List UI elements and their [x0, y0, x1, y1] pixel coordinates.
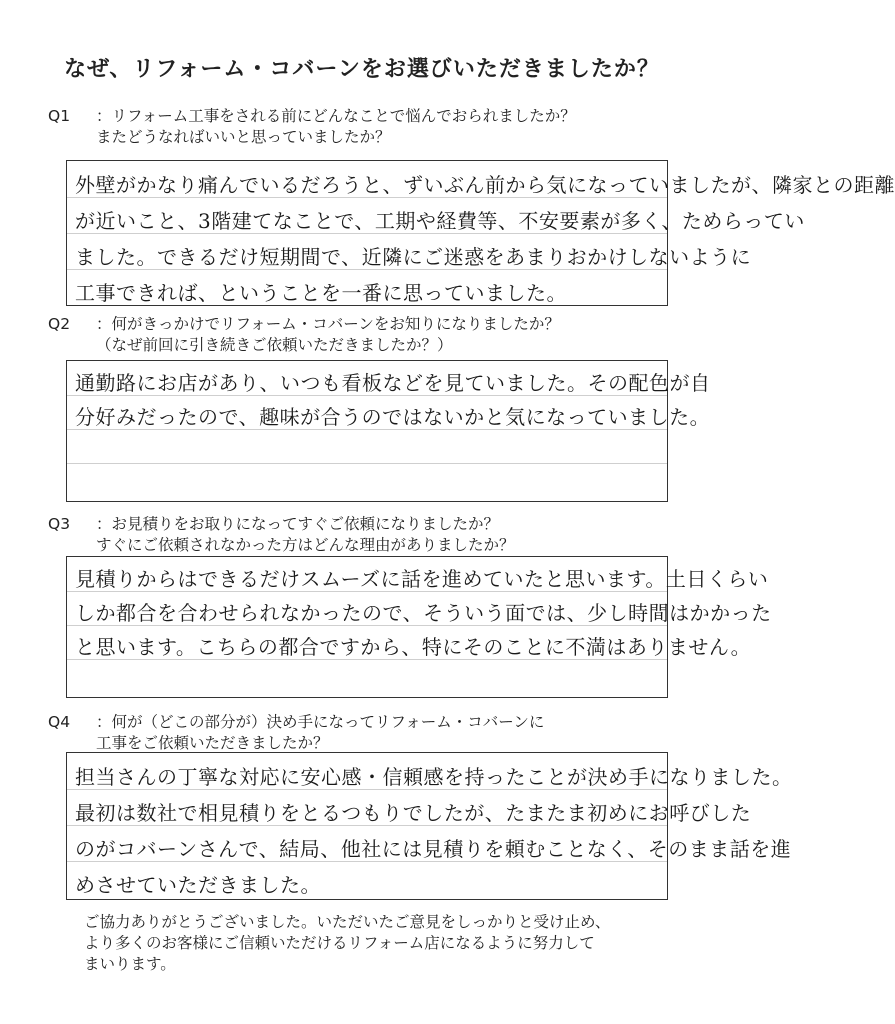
handwritten-answer-line: 工事できれば、ということを一番に思っていました。 [75, 281, 567, 305]
question-number: Q1 [48, 107, 71, 125]
answer-box-2 [66, 360, 711, 502]
question-4 [48, 712, 688, 754]
answer-box-4 [66, 752, 793, 900]
question-text: ：何がきっかけでリフォーム・コバーンをお知りになりましたか？ [96, 315, 560, 333]
question-number: Q4 [48, 713, 71, 731]
question-number: Q3 [48, 515, 71, 533]
question-text-line2: 工事をご依頼いただきましたか？ [96, 734, 329, 752]
handwritten-answer-line: 担当さんの丁寧な対応に安心感・信頼感を持ったことが決め手になりました。 [75, 765, 793, 789]
closing-line: まいります。 [84, 955, 176, 973]
handwritten-answer-line: しか都合を合わせられなかったので、そういう面では、少し時間はかかった [75, 601, 772, 625]
handwritten-answer-line: 最初は数社で相見積りをとるつもりでしたが、たまたま初めにお呼びした [75, 801, 752, 825]
handwritten-answer-line: が近いこと、3階建てなことで、工期や経費等、不安要素が多く、ためらってい [75, 209, 805, 233]
handwritten-answer-line: 通勤路にお店があり、いつも看板などを見ていました。その配色が自 [75, 371, 711, 395]
handwritten-answer-line: 分好みだったので、趣味が合うのではないかと気になっていました。 [75, 405, 711, 429]
ruled-line [67, 463, 667, 464]
page-title: なぜ、リフォーム・コバーンをお選びいただきましたか？ [64, 57, 660, 82]
answer-box-3 [66, 556, 772, 698]
handwritten-answer-line: と思います。こちらの都合ですから、特にそのことに不満はありません。 [75, 635, 752, 659]
handwritten-answer-line: 外壁がかなり痛んでいるだろうと、ずいぶん前から気になっていましたが、隣家との距離 [75, 173, 895, 197]
handwritten-answer-line: 見積りからはできるだけスムーズに話を進めていたと思います。土日くらい [75, 567, 769, 591]
answer-box-1 [66, 160, 895, 306]
handwritten-answer-line: めさせていただきました。 [75, 873, 321, 897]
question-2 [48, 314, 688, 356]
closing-line: ご協力ありがとうございました。いただいたご意見をしっかりと受け止め、 [84, 913, 611, 931]
closing-line: より多くのお客様にご信頼いただけるリフォーム店になるように努力して [84, 934, 595, 952]
question-text: ：リフォーム工事をされる前にどんなことで悩んでおられましたか？ [96, 107, 576, 125]
handwritten-answer-line: ました。できるだけ短期間で、近隣にご迷惑をあまりおかけしないように [75, 245, 752, 269]
question-number: Q2 [48, 315, 71, 333]
closing-message [84, 912, 694, 975]
handwritten-answer-line: のがコバーンさんで、結局、他社には見積りを頼むことなく、そのまま話を進 [75, 837, 792, 861]
question-text-line2: （なぜ前回に引き続きご依頼いただきましたか？） [96, 336, 453, 354]
question-3 [48, 514, 688, 556]
question-1 [48, 106, 688, 148]
question-text: ：お見積りをお取りになってすぐご依頼になりましたか？ [96, 515, 500, 533]
question-text-line2: すぐにご依頼されなかった方はどんな理由がありましたか？ [96, 536, 515, 554]
question-text-line2: またどうなればいいと思っていましたか？ [96, 128, 391, 146]
question-text: ：何が（どこの部分が）決め手になってリフォーム・コバーンに [96, 713, 545, 731]
